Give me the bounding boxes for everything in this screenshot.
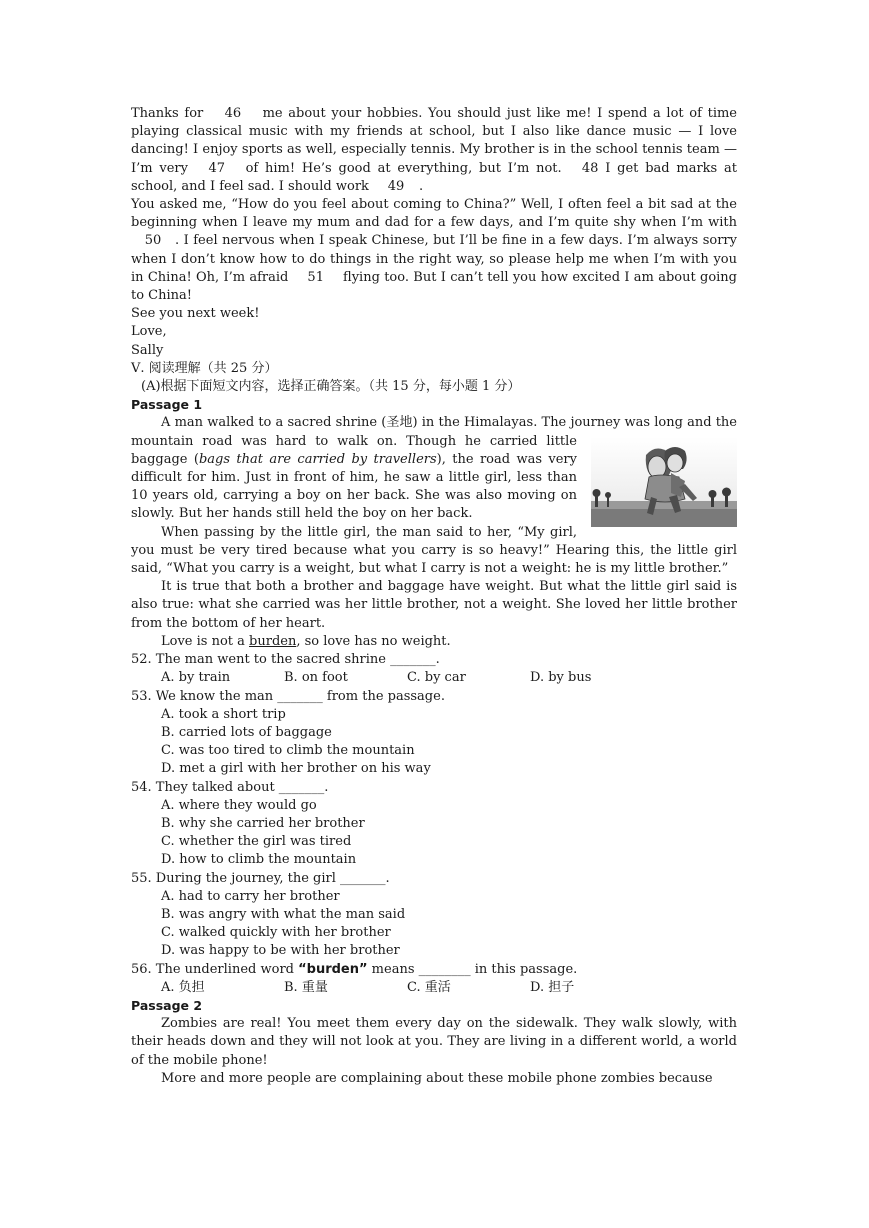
option-a: A. by train — [161, 670, 231, 686]
option-d: D. 担子 — [530, 979, 575, 995]
text: A man walked to a sacred shrine (圣地) in the Himalayas. The journey was long and the mountain road was hard to walk on. — [131, 415, 737, 449]
option-b: B. on foot — [284, 670, 348, 686]
option-a: A. took a short trip — [161, 706, 286, 722]
option-b: B. why she carried her brother — [161, 815, 365, 831]
text: I get bad marks at school, and I feel sad. I should work — [131, 160, 737, 194]
letter-paragraph-2 — [131, 196, 737, 305]
passage-1-heading: Passage 1 — [131, 397, 203, 413]
document-page — [131, 105, 737, 1088]
text: , so love has no weight. — [296, 633, 451, 649]
letter-signature: Sally — [131, 342, 164, 358]
text: Though he carried little baggage ( — [131, 433, 577, 467]
subsection-instruction: (A)根据下面短文内容，选择正确答案。（共 15 分，每小题 1 分） — [141, 379, 521, 395]
option-a: A. 负担 — [161, 979, 205, 995]
question-56-stem — [131, 961, 737, 979]
option-d: D. by bus — [530, 670, 592, 686]
question-55-stem: 55. During the journey, the girl _______. — [131, 870, 390, 886]
passage-1-paragraph-1 — [131, 414, 737, 523]
text: me about your hobbies. You should just like me! I spend a lot of time playing classical music with my friends at school, but I also like dance music — I love dancing! I enjoy sports as well, especially tennis. My brother is in the school tennis team — I’m very — [131, 106, 737, 176]
text: Love is not a — [161, 633, 250, 649]
option-c: C. walked quickly with her brother — [161, 925, 391, 941]
option-c: C. whether the girl was tired — [161, 834, 352, 850]
blank-51: 51 — [307, 269, 324, 285]
gloss: bags that are carried by travellers — [198, 451, 437, 467]
passage-1-paragraph-2: When passing by the little girl, the man said to her, “My girl, you must be very tired because what you carry is so heavy!” Hearing this, the little girl said, “What you carry is a weight, but what I carry is not a weight: he is my little brother.” — [131, 524, 737, 577]
passage-2-paragraph-2: More and more people are complaining about these mobile phone zombies because — [161, 1070, 713, 1086]
section-title: Ⅴ. 阅读理解（共 25 分） — [131, 360, 278, 376]
passage-2-paragraph-1: Zombies are real! You meet them every day on the sidewalk. They walk slowly, with their heads down and they will not look at you. They are living in a different world, a world of the mobile phone! — [131, 1016, 737, 1068]
question-53-stem: 53. We know the man _______ from the passage. — [131, 688, 445, 704]
letter-closing-1: See you next week! — [131, 306, 260, 322]
text: ), the road was very difficult for him. Just in front of him, he saw a little girl, less than 10 years old, carrying a boy on her back. She was also moving on slowly. But her hands still held the boy on her back. — [131, 451, 577, 522]
blank-46: 46 — [224, 106, 242, 121]
text: . I feel nervous when I speak Chinese, but I’ll be fine in a few days. I’m always sorry when I don’t know how to do things in the right way, so please help me when I’m with you in China! Oh, I’m afraid — [131, 233, 737, 285]
option-d: D. how to climb the mountain — [161, 852, 357, 868]
text: Thanks for — [131, 106, 209, 121]
text: flying too. But I can’t tell you how excited I am about going to China! — [131, 269, 738, 304]
passage-1-paragraph-3: It is true that both a brother and baggage have weight. But what the little girl said is also true: what she carried was her little brother, not a weight. She loved her little brother from the bottom of her heart. — [131, 579, 737, 631]
question-52-options — [131, 669, 737, 687]
text: You asked me, “How do you feel about coming to China?” Well, I often feel a bit sad at the beginning when I leave my mum and dad for a few days, and I’m quite shy when I’m with — [131, 197, 737, 231]
underlined-word: burden — [249, 633, 297, 649]
girl-carrying-boy-photo — [591, 437, 737, 527]
letter-paragraph-1 — [131, 105, 737, 196]
option-d: D. was happy to be with her brother — [161, 943, 400, 959]
text: 56. The underlined word — [131, 961, 299, 977]
letter-closing-2: Love, — [131, 324, 167, 340]
question-52-stem: 52. The man went to the sacred shrine _______. — [131, 652, 440, 668]
quoted-word: “burden” — [298, 961, 368, 977]
option-c: C. was too tired to climb the mountain — [161, 743, 415, 759]
text: . — [419, 178, 424, 194]
blank-49: 49 — [387, 178, 405, 194]
blank-50: 50 — [144, 233, 162, 249]
text: means ________ in this passage. — [367, 961, 578, 977]
option-b: B. 重量 — [284, 979, 328, 995]
passage-2-heading: Passage 2 — [131, 997, 203, 1013]
option-a: A. had to carry her brother — [161, 888, 340, 904]
option-b: B. was angry with what the man said — [161, 906, 406, 922]
question-56-options — [131, 979, 737, 997]
blank-48: 48 — [581, 160, 599, 176]
option-d: D. met a girl with her brother on his way — [161, 761, 431, 777]
question-54-stem: 54. They talked about _______. — [131, 779, 329, 795]
passage-1-paragraph-4 — [131, 633, 737, 651]
text: of him! He’s good at everything, but I’m not. — [238, 160, 569, 176]
blank-47: 47 — [208, 160, 226, 176]
option-b: B. carried lots of baggage — [161, 724, 332, 740]
option-c: C. by car — [407, 670, 466, 686]
option-a: A. where they would go — [161, 797, 317, 813]
option-c: C. 重活 — [407, 979, 451, 995]
